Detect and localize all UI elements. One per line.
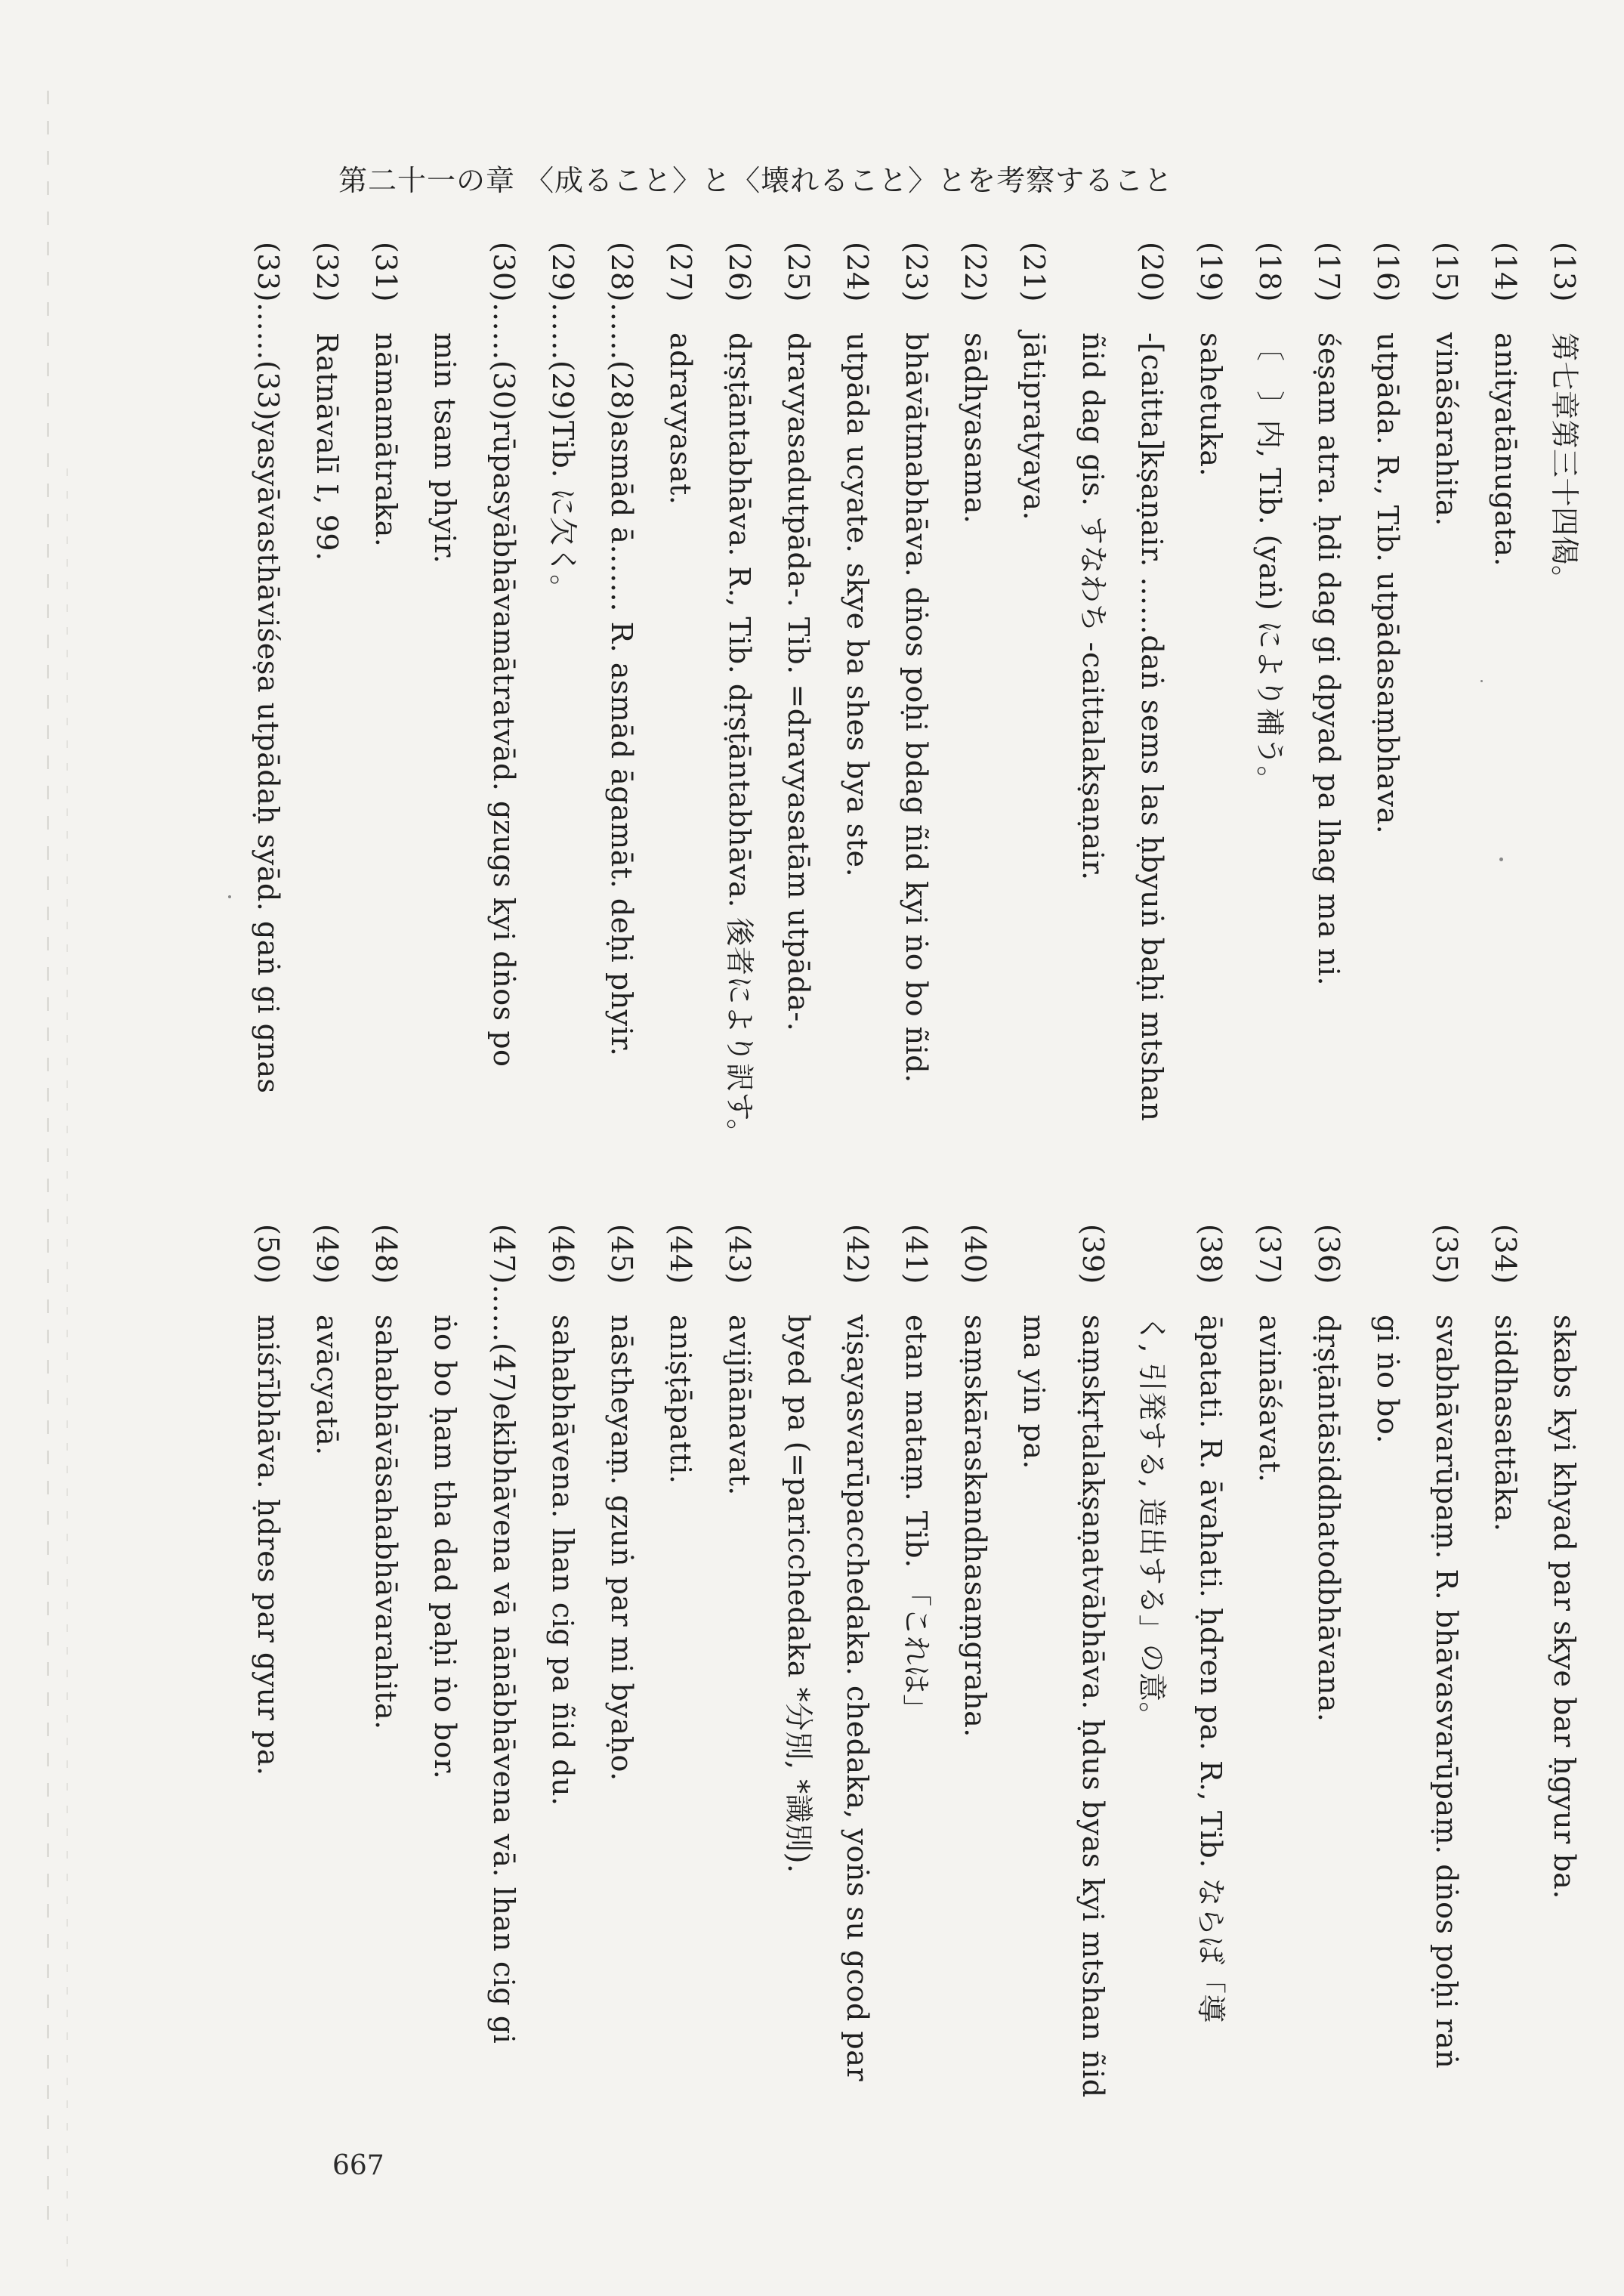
footnote-text: avināśavat. xyxy=(1253,1315,1286,1483)
footnote-line xyxy=(1240,1224,1299,2161)
footnote-number: (16) xyxy=(1371,242,1404,303)
footnote-number: (50) xyxy=(252,1224,285,1285)
footnote-line xyxy=(1535,1224,1594,2161)
footnote-text: く, 引発する, 造出する」の意。 xyxy=(1135,1315,1169,1731)
footnote-line xyxy=(357,242,415,1201)
footnote-line xyxy=(710,242,769,1201)
footnote-line xyxy=(298,242,357,1201)
footnote-line xyxy=(1476,242,1535,1201)
footnote-line xyxy=(1476,1224,1535,2161)
footnote-text: saṃskāraskandhasaṃgraha. xyxy=(959,1315,992,1738)
footnote-text: avācyatā. xyxy=(310,1315,344,1456)
footnote-number: (46) xyxy=(546,1224,579,1285)
footnote-text: utpāda ucyate. skye ba shes bya ste. xyxy=(841,332,874,878)
footnote-number: (35) xyxy=(1430,1224,1463,1285)
footnote-number: (34) xyxy=(1489,1224,1522,1285)
footnote-text: nāmamātraka. xyxy=(369,332,403,548)
footnote-text: etan mataṃ. Tib. 「これは」 xyxy=(900,1315,933,1723)
footnote-line xyxy=(533,242,592,1201)
footnote-line xyxy=(533,1224,592,2161)
footnote-number: (28)……(28) xyxy=(605,242,638,422)
footnote-text: min tsam phyir. xyxy=(428,332,462,564)
footnote-number: (44) xyxy=(664,1224,697,1285)
footnote-line xyxy=(1417,1224,1476,2161)
footnote-number: (13) xyxy=(1548,242,1581,303)
footnote-line xyxy=(1358,242,1417,1201)
footnote-line xyxy=(415,1224,474,2161)
footnote-line xyxy=(1122,242,1181,1201)
footnote-line xyxy=(1181,1224,1240,2161)
footnote-number: (32) xyxy=(310,242,344,303)
footnote-number: (20) xyxy=(1135,242,1169,303)
footnote-text: jātipratyaya. xyxy=(1017,332,1051,521)
footnote-text: miśrībhāva. ḥdres par gyur pa. xyxy=(252,1315,285,1776)
footnote-number: (26) xyxy=(723,242,756,303)
footnote-text: asmād ā……. R. asmād āgamāt. deḥi phyir. xyxy=(605,421,638,1057)
footnote-number: (19) xyxy=(1194,242,1227,303)
footnote-number: (43) xyxy=(723,1224,756,1285)
footnote-line xyxy=(1064,1224,1122,2161)
footnote-line xyxy=(946,242,1005,1201)
footnote-line xyxy=(1122,1224,1181,2161)
footnote-line xyxy=(298,1224,357,2161)
footnote-number: (27) xyxy=(664,242,697,303)
footnote-line xyxy=(239,1224,298,2161)
footnote-number: (41) xyxy=(900,1224,933,1285)
footnote-number: (22) xyxy=(959,242,992,303)
footnote-text: sahabhāvena. lhan cig pa ñid du. xyxy=(546,1315,579,1806)
footnote-line xyxy=(592,242,651,1201)
footnote-number: (47)……(47) xyxy=(487,1224,520,1404)
footnote-line xyxy=(710,1224,769,2161)
footnote-number: (18) xyxy=(1253,242,1286,303)
footnote-number: (37) xyxy=(1253,1224,1286,1285)
footnote-line xyxy=(357,1224,415,2161)
footnote-text: 〔 〕内, Tib. (yaṅ) により補う。 xyxy=(1253,332,1286,795)
footnote-text: anityatānugata. xyxy=(1489,332,1522,567)
footnote-number: (38) xyxy=(1194,1224,1227,1285)
footnote-line xyxy=(1299,242,1358,1201)
footnote-number: (29)……(29) xyxy=(546,242,579,422)
footnote-line xyxy=(1240,242,1299,1201)
scan-speck xyxy=(1480,680,1483,682)
footnote-number: (49) xyxy=(310,1224,344,1285)
footnote-line xyxy=(1358,1224,1417,2161)
footnote-line xyxy=(887,242,946,1201)
footnote-text: avijñānavat. xyxy=(723,1315,756,1496)
footnote-text: -[caitta]kṣaṇair. ……daṅ sems las ḥbyuṅ baḥi mtshan xyxy=(1135,332,1169,1122)
footnote-line xyxy=(828,1224,887,2161)
footnote-text: dravyasadutpāda-. Tib. =dravyasatām utpāda-. xyxy=(782,332,815,1032)
footnote-line xyxy=(1005,242,1064,1201)
notes-column-left xyxy=(252,242,1594,1201)
page-number: 667 xyxy=(332,2150,384,2181)
footnote-text: sahetuka. xyxy=(1194,332,1227,477)
footnote-text: dṛṣṭāntabhāva. R., Tib. dṛṣṭāntabhāva. 後者により訳す。 xyxy=(723,332,756,1148)
footnote-text: skabs kyi khyad par skye bar ḥgyur ba. xyxy=(1548,1315,1581,1899)
footnote-text: Tib. に欠く。 xyxy=(546,421,579,604)
scan-edge-artifact xyxy=(47,91,49,2221)
footnote-number: (33)……(33) xyxy=(252,242,285,422)
footnote-text: adravyasat. xyxy=(664,332,697,505)
footnote-text: ñid dag gis. すなわち -caittalakṣaṇair. xyxy=(1076,332,1110,881)
footnote-number: (30)……(30) xyxy=(487,242,520,422)
footnote-line xyxy=(1299,1224,1358,2161)
notes-column-right xyxy=(252,1224,1594,2161)
footnote-line xyxy=(946,1224,1005,2161)
scan-speck xyxy=(1499,858,1503,861)
footnote-line xyxy=(474,1224,533,2161)
footnote-number: (40) xyxy=(959,1224,992,1285)
footnote-number: (25) xyxy=(782,242,815,303)
footnote-text: gi ṅo bo. xyxy=(1371,1315,1404,1445)
footnote-line xyxy=(651,242,710,1201)
page-header: 第二十一の章 〈成ること〉と〈壊れること〉とを考察すること xyxy=(338,164,1174,197)
footnote-number: (23) xyxy=(900,242,933,303)
footnote-text: Ratnāvalī I, 99. xyxy=(310,332,344,561)
footnote-text: siddhasattāka. xyxy=(1489,1315,1522,1532)
footnote-text: bhāvātmabhāva. dṅos poḥi bdag ñid kyi ṅo bo ñid. xyxy=(900,332,933,1083)
footnote-number: (15) xyxy=(1430,242,1463,303)
footnote-number: (42) xyxy=(841,1224,874,1285)
footnote-line xyxy=(239,242,298,1201)
footnote-text: śeṣam atra. ḥdi dag gi dpyad pa lhag ma ni. xyxy=(1312,332,1345,987)
footnote-text: utpāda. R., Tib. utpādasaṃbhava. xyxy=(1371,332,1404,835)
footnote-text: sahabhāvāsahabhāvarahita. xyxy=(369,1315,403,1730)
footnote-text: dṛṣṭāntāsiddhatodbhāvana. xyxy=(1312,1315,1345,1723)
footnote-text: sādhyasama. xyxy=(959,332,992,524)
footnote-number: (17) xyxy=(1312,242,1345,303)
footnote-number: (36) xyxy=(1312,1224,1345,1285)
scan-edge-artifact xyxy=(66,468,68,2267)
footnote-text: nāstheyaṃ. gzuṅ par mi byaḥo. xyxy=(605,1315,638,1781)
footnote-number: (31) xyxy=(369,242,403,303)
footnote-text: āpatati. R. āvahati. ḥdren pa. R., Tib. ならば「導 xyxy=(1194,1315,1227,2023)
footnote-text: byed pa (=paricchedaka *分別, *識別). xyxy=(782,1315,815,1874)
footnote-number: (39) xyxy=(1076,1224,1110,1285)
footnote-line xyxy=(651,1224,710,2161)
footnote-line xyxy=(1064,242,1122,1201)
footnote-text: viṣayasvarūpacchedaka. chedaka, yoṅs su gcod par xyxy=(841,1315,874,2082)
footnote-line xyxy=(592,1224,651,2161)
footnote-number: (45) xyxy=(605,1224,638,1285)
footnote-line xyxy=(1417,242,1476,1201)
footnote-line xyxy=(474,242,533,1201)
footnote-line xyxy=(1181,242,1240,1201)
footnote-text: saṃskṛtalakṣaṇatvābhāva. ḥdus byas kyi mtshan ñid xyxy=(1076,1315,1110,2098)
footnote-number: (21) xyxy=(1017,242,1051,303)
footnote-number: (14) xyxy=(1489,242,1522,303)
footnote-text: svabhāvarūpaṃ. R. bhāvasvarūpaṃ. dṅos poḥi raṅ xyxy=(1430,1315,1463,2069)
footnote-text: ma yin pa. xyxy=(1017,1315,1051,1470)
footnote-number: (48) xyxy=(369,1224,403,1285)
footnote-text: vināśarahita. xyxy=(1430,332,1463,527)
footnote-text: aniṣṭāpatti. xyxy=(664,1315,697,1485)
footnote-text: yasyāvasthāviśeṣa utpādaḥ syād. gaṅ gi gnas xyxy=(252,421,285,1094)
footnote-line xyxy=(1535,242,1594,1201)
rotated-notes-block xyxy=(252,242,1594,2176)
footnote-text: ekibhāvena vā nānābhāvena vā. lhan cig gi xyxy=(487,1403,520,2044)
footnote-line xyxy=(769,1224,828,2161)
footnote-line xyxy=(828,242,887,1201)
footnote-line xyxy=(887,1224,946,2161)
footnote-text: rūpasyābhāvamātratvād. gzugs kyi dṅos po xyxy=(487,421,520,1068)
footnote-number: (24) xyxy=(841,242,874,303)
scan-speck xyxy=(228,895,231,898)
footnote-text: ṅo bo ḥam tha dad paḥi ṅo bor. xyxy=(428,1315,462,1780)
footnote-line xyxy=(415,242,474,1201)
footnote-line xyxy=(769,242,828,1201)
footnote-text: 第七章第三十四偈。 xyxy=(1548,332,1581,595)
footnote-line xyxy=(1005,1224,1064,2161)
